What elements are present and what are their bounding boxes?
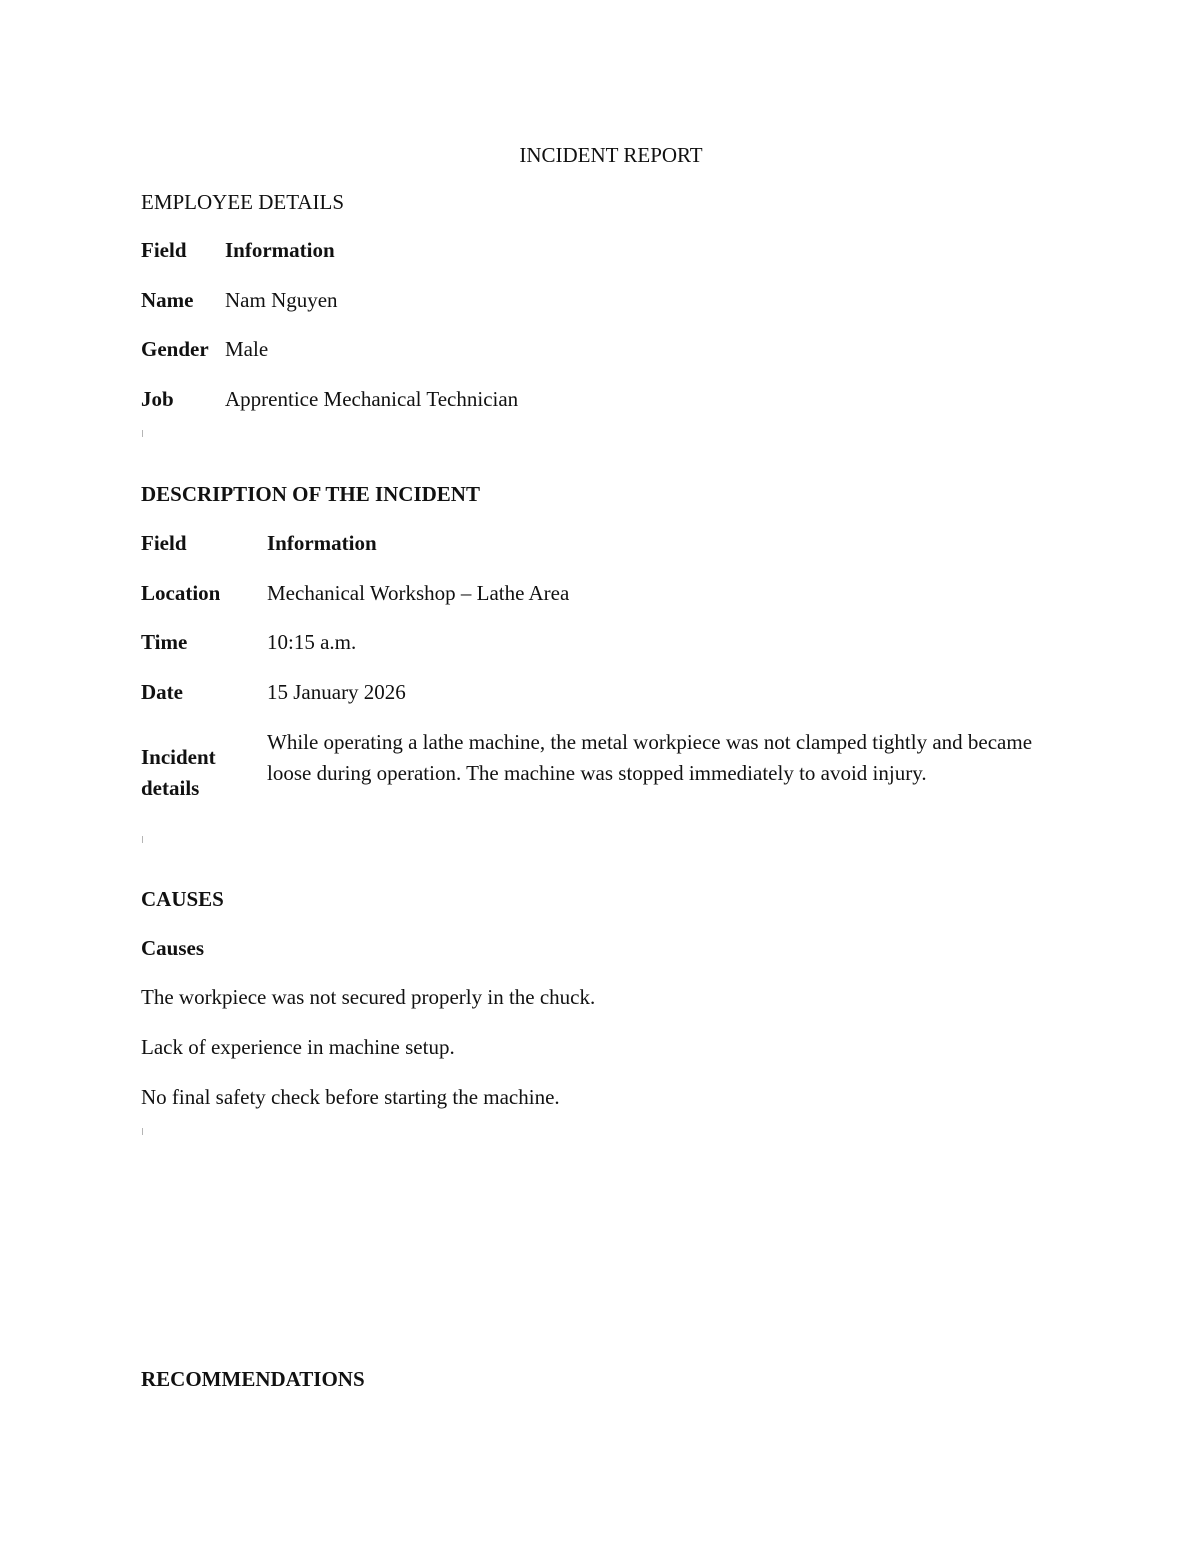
employee-details-heading: EMPLOYEE DETAILS	[141, 190, 345, 214]
incident-information-header: Information	[267, 531, 377, 555]
employee-information-header: Information	[225, 238, 335, 262]
paragraph-mark	[142, 430, 143, 437]
causes-heading: CAUSES	[141, 887, 224, 911]
incident-location-label: Location	[141, 581, 221, 605]
incident-details-label-line1: Incident	[141, 745, 216, 769]
cause-item: No final safety check before starting the machine.	[141, 1085, 560, 1109]
incident-field-header: Field	[141, 531, 187, 555]
employee-gender-value: Male	[225, 337, 269, 361]
incident-time-label: Time	[141, 630, 188, 654]
employee-gender-label: Gender	[141, 337, 209, 361]
report-title: INCIDENT REPORT	[519, 143, 703, 167]
cause-item: Lack of experience in machine setup.	[141, 1035, 455, 1059]
paragraph-mark	[142, 836, 143, 843]
employee-name-value: Nam Nguyen	[225, 288, 338, 312]
paragraph-mark	[142, 1128, 143, 1135]
incident-details-value: While operating a lathe machine, the metal workpiece was not clamped tightly and became loose during operation. The machine was stopped immediately to avoid injury.	[267, 730, 1033, 785]
incident-date-label: Date	[141, 680, 183, 704]
recommendations-heading: RECOMMENDATIONS	[141, 1367, 365, 1391]
incident-details-label-line2: details	[141, 776, 200, 800]
causes-subheading: Causes	[141, 936, 205, 960]
employee-job-label: Job	[141, 387, 174, 411]
incident-description-heading: DESCRIPTION OF THE INCIDENT	[141, 482, 480, 506]
employee-field-header: Field	[141, 238, 187, 262]
incident-date-value: 15 January 2026	[267, 680, 406, 704]
employee-name-label: Name	[141, 288, 194, 312]
incident-location-value: Mechanical Workshop – Lathe Area	[267, 581, 570, 605]
cause-item: The workpiece was not secured properly in the chuck.	[141, 985, 596, 1009]
employee-job-value: Apprentice Mechanical Technician	[225, 387, 519, 411]
incident-time-value: 10:15 a.m.	[267, 630, 357, 654]
